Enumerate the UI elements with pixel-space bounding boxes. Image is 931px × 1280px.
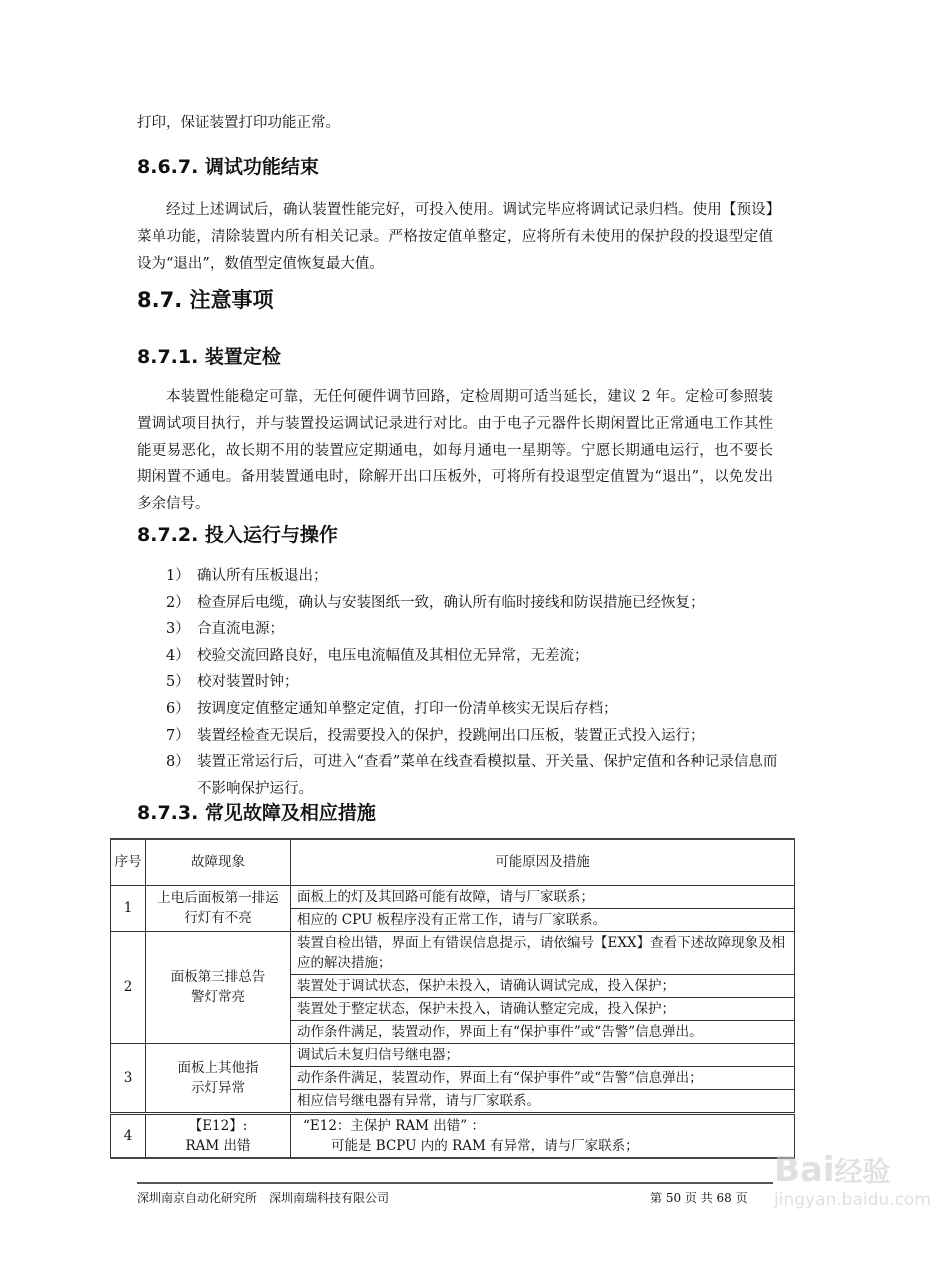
list-item xyxy=(166,643,778,670)
row-cause: 相应信号继电器有异常，请与厂家联系。 xyxy=(291,1089,795,1113)
row-cause: 装置处于调试状态，保护未投入，请确认调试完成，投入保护； xyxy=(291,974,795,997)
list-item xyxy=(166,563,778,590)
row-cause: 装置自检出错，界面上有错误信息提示，请依编号【EXX】查看下述故障现象及相应的解决措施； xyxy=(291,931,795,974)
intro-line: 打印，保证装置打印功能正常。 xyxy=(137,115,340,131)
table-row xyxy=(111,931,795,974)
table-row xyxy=(111,1043,795,1066)
row-cause: 动作条件满足，装置动作，界面上有“保护事件”或“告警”信息弹出。 xyxy=(291,1020,795,1043)
footer-company: 深圳南京自动化研究所 深圳南瑞科技有限公司 xyxy=(137,1191,390,1205)
item-number: 3） xyxy=(166,621,190,638)
baidu-watermark xyxy=(774,1150,931,1260)
item-number: 4） xyxy=(166,647,190,664)
item-number: 5） xyxy=(166,674,190,691)
item-text: 校验交流回路良好，电压电流幅值及其相位无异常，无差流； xyxy=(197,647,589,664)
cause-title: “E12：主保护 RAM 出错” ： xyxy=(303,1117,485,1134)
header-symptom: 故障现象 xyxy=(146,839,291,885)
row-no: 2 xyxy=(111,931,146,1043)
item-number: 8） xyxy=(166,754,190,771)
item-text: 装置正常运行后，可进入“查看”菜单在线查看模拟量、开关量、保护定值和各种记录信息而不影响保护运行。 xyxy=(197,754,778,797)
row-no: 4 xyxy=(111,1113,146,1158)
row-cause: 动作条件满足，装置动作，界面上有“保护事件”或“告警”信息弹出； xyxy=(291,1066,795,1089)
item-text: 按调度定值整定通知单整定定值，打印一份清单核实无误后存档； xyxy=(197,700,618,717)
heading-8-7-3: 8.7.3. 常见故障及相应措施 xyxy=(137,802,376,824)
table-row xyxy=(111,885,795,908)
header-causes: 可能原因及措施 xyxy=(291,839,795,885)
watermark-url: jingyan.baidu.com xyxy=(774,1190,931,1210)
item-text: 合直流电源； xyxy=(197,621,284,638)
row-cause: 面板上的灯及其回路可能有故障，请与厂家联系； xyxy=(291,885,795,908)
row-symptom: 面板第三排总告警灯常亮 xyxy=(146,931,291,1043)
item-text: 装置经检查无误后，投需要投入的保护，投跳闸出口压板，装置正式投入运行； xyxy=(197,727,705,744)
heading-8-7: 8.7. 注意事项 xyxy=(137,288,274,312)
row-cause: 装置处于整定状态，保护未投入，请确认整定完成，投入保护； xyxy=(291,997,795,1020)
table-row xyxy=(111,1113,795,1158)
item-number: 2） xyxy=(166,594,190,611)
item-number: 1） xyxy=(166,568,190,584)
table-header-row xyxy=(111,839,795,885)
symptom-code: 【E12】: xyxy=(188,1117,248,1134)
row-symptom xyxy=(146,1113,291,1158)
fault-table xyxy=(110,838,795,1159)
row-no: 3 xyxy=(111,1043,146,1113)
item-number: 6） xyxy=(166,700,190,717)
heading-8-6-7: 8.6.7. 调试功能结束 xyxy=(137,156,319,178)
heading-8-7-2: 8.7.2. 投入运行与操作 xyxy=(137,524,338,546)
row-cause xyxy=(291,1113,795,1158)
list-item xyxy=(166,723,778,750)
list-item xyxy=(166,616,778,643)
row-cause: 调试后未复归信号继电器； xyxy=(291,1043,795,1066)
item-text: 检查屏后电缆，确认与安装图纸一致，确认所有临时接线和防误措施已经恢复； xyxy=(197,594,705,611)
list-item xyxy=(166,749,778,802)
list-item xyxy=(166,669,778,696)
item-text: 确认所有压板退出； xyxy=(197,568,328,584)
footer-divider xyxy=(137,1182,773,1184)
row-cause: 相应的 CPU 板程序没有正常工作，请与厂家联系。 xyxy=(291,908,795,931)
paragraph-8-6-7: 经过上述调试后，确认装置性能完好，可投入使用。调试完毕应将调试记录归档。使用【预设】菜单功能，清除装置内所有相关记录。严格按定值单整定，应将所有未使用的保护段的投退型定值设为“退出”，数值型定值恢复最大值。 xyxy=(137,202,773,272)
list-item xyxy=(166,696,778,723)
item-number: 7） xyxy=(166,727,190,744)
list-item xyxy=(166,590,778,617)
cause-text: 可能是 BCPU 内的 RAM 有异常，请与厂家联系； xyxy=(331,1137,639,1154)
row-symptom: 面板上其他指示灯异常 xyxy=(146,1043,291,1113)
paragraph-8-7-1: 本装置性能稳定可靠，无任何硬件调节回路，定检周期可适当延长，建议 2 年。定检可参照装置调试项目执行，并与装置投运调试记录进行对比。由于电子元器件长期闲置比正常通电工作其性能更易恶化，故长期不用的装置应定期通电，如每月通电一星期等。宁愿长期通电运行，也不要长期闲置不通电。备用装置通电时，除解开出口压板外，可将所有投退型定值置为“退出”，以免发出多余信号。 xyxy=(137,389,773,513)
row-symptom: 上电后面板第一排运行灯有不亮 xyxy=(146,885,291,931)
operation-steps-list xyxy=(166,563,778,802)
footer-page-number: 第 50 页 共 68 页 xyxy=(650,1191,748,1205)
watermark-logo: Bai经验 xyxy=(774,1150,891,1190)
item-text: 校对装置时钟； xyxy=(197,674,299,691)
header-no: 序号 xyxy=(111,839,146,885)
heading-8-7-1: 8.7.1. 装置定检 xyxy=(137,346,281,368)
symptom-text: RAM 出错 xyxy=(185,1137,251,1154)
row-no: 1 xyxy=(111,885,146,931)
